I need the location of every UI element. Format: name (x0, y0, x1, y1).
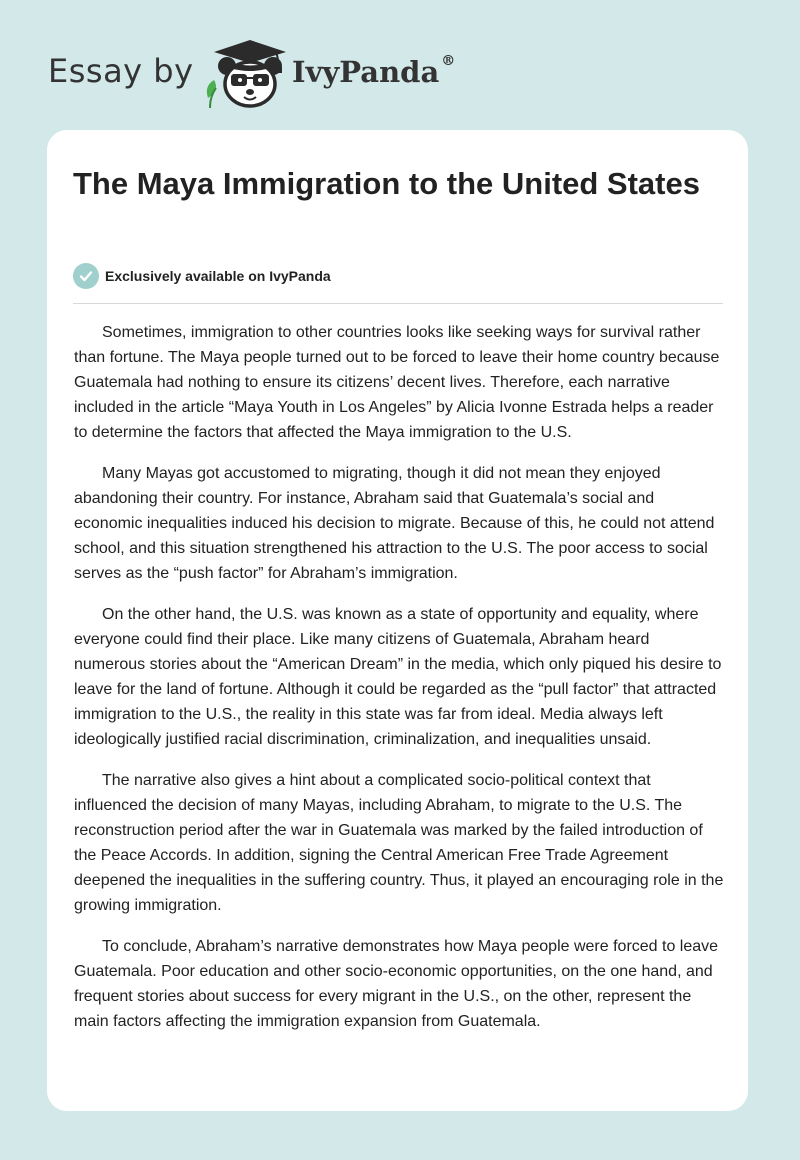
exclusive-badge-label: Exclusively available on IvyPanda (105, 268, 331, 284)
exclusive-badge (73, 263, 331, 289)
paragraph: Sometimes, immigration to other countries looks like seeking ways for survival rather than fortune. The Maya people turned out to be forced to leave their home country because Guatemala had nothing to ensure its citizens’ decent lives. Therefore, each narrative included in the article “Maya Youth in Los Angeles” by Alicia Ivonne Estrada helps a reader to determine the factors that affected the Maya immigration to the U.S. (74, 324, 720, 441)
trademark-mark: ® (441, 53, 456, 69)
essay-by-label: Essay by (48, 52, 194, 90)
paragraph: Many Mayas got accustomed to migrating, though it did not mean they enjoyed abandoning their country. For instance, Abraham said that Guatemala’s social and economic inequalities induced his decision to migrate. Because of this, he could not attend school, and this situation strengthened his attraction to the U.S. The poor access to social serves as the “push factor” for Abraham’s immigration. (74, 465, 715, 582)
paragraph: The narrative also gives a hint about a complicated socio-political context that influenced the decision of many Mayas, including Abraham, to migrate to the U.S. The reconstruction period after the war in Guatemala was marked by the failed introduction of the Peace Accords. In addition, signing the Central American Free Trade Agreement deepened the inequalities in the suffering country. Thus, it played an encouraging role in the growing immigration. (74, 772, 724, 914)
essay-body (74, 320, 724, 1050)
paragraph: On the other hand, the U.S. was known as a state of opportunity and equality, where everyone could find their place. Like many citizens of Guatemala, Abraham heard numerous stories about the “American Dream” in the media, which only piqued his desire to leave for the land of fortune. Although it could be regarded as the “pull factor” that attracted immigration to the U.S., the reality in this state was far from ideal. Media always left ideologically justified racial discrimination, criminalization, and inequalities unsaid. (74, 606, 722, 748)
divider (73, 303, 723, 304)
panda-logo-icon[interactable] (200, 36, 292, 110)
paragraph: To conclude, Abraham’s narrative demonstrates how Maya people were forced to leave Guatemala. Poor education and other socio-economic opportunities, on the one hand, and frequent stories about success for every migrant in the U.S., on the other, represent the main factors affecting the immigration expansion from Guatemala. (74, 938, 719, 1030)
essay-card (47, 130, 748, 1111)
brand-text: IvyPanda (292, 55, 440, 89)
brand-name[interactable] (292, 55, 455, 89)
checkmark-icon (73, 263, 99, 289)
site-header (0, 0, 800, 130)
essay-title: The Maya Immigration to the United States (73, 166, 700, 201)
